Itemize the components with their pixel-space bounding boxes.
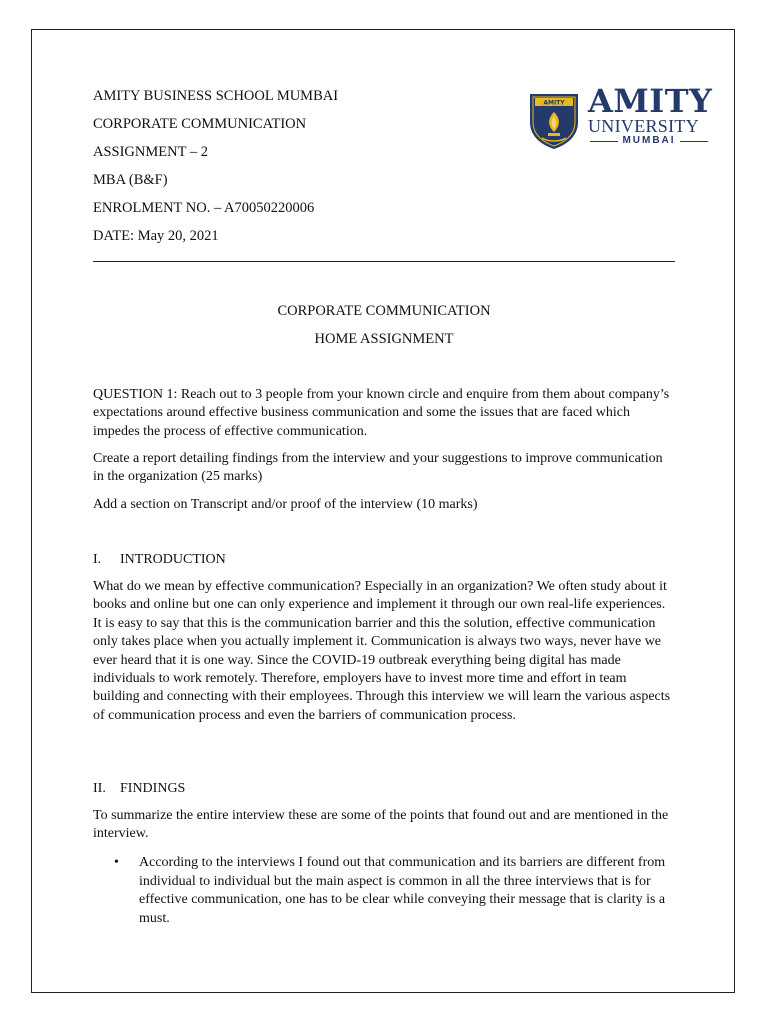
program-name: MBA (B&F) [93, 172, 168, 188]
section-number: I. [93, 552, 102, 567]
findings-body: To summarize the entire interview these are some of the points that found out and are mentioned in the interview. [93, 808, 669, 842]
emblem-label: AMITY [543, 99, 565, 107]
logo-name-line3: MUMBAI [622, 135, 676, 146]
findings-heading [93, 780, 185, 798]
introduction-body: What do we mean by effective communication? Especially in an organization? We often study about it books and online but one can only experience and implement it through our own real-life experiences. It is easy to say that this is the communication barrier and this the solution, effective communication only takes place when you actually implement it. Communication is always two ways, never have we ever heard that it is one way. Since the COVID-19 outbreak everything being digital has made individuals to work remotely. Therefore, employers have to invest more time and effort in team building and connecting with their employees. Through this interview we will learn the various aspects of communication process and even the barriers of communication process. [93, 579, 671, 723]
list-item: According to the interviews I found out that communication and its barriers are different from individual to individual but the main aspect is common in all the three interviews that is for effective communication, one has to be clear while conveying their message that is clarity is a must. [139, 855, 666, 927]
bullet-icon: • [114, 855, 119, 870]
task-text: Create a report detailing findings from the interview and your suggestions to improve communication in the organization (25 marks) [93, 451, 663, 485]
logo-name-line1: AMITY [588, 82, 713, 120]
section-number: II. [93, 781, 106, 796]
assignment-number: ASSIGNMENT – 2 [93, 144, 208, 160]
submission-date: DATE: May 20, 2021 [93, 228, 219, 244]
document-title: CORPORATE COMMUNICATION [277, 303, 491, 319]
school-name: AMITY BUSINESS SCHOOL MUMBAI [93, 88, 339, 104]
logo-name-line2: UNIVERSITY [588, 116, 699, 136]
header-divider [93, 261, 675, 262]
section-title: INTRODUCTION [120, 552, 226, 567]
course-name: CORPORATE COMMUNICATION [93, 116, 307, 132]
document-subtitle: HOME ASSIGNMENT [314, 331, 454, 347]
question-text: QUESTION 1: Reach out to 3 people from your known circle and enquire from them about company’s expectations around effective business communication and some the issues that are faced which impedes the process of effective communication. [93, 387, 670, 439]
addition-text: Add a section on Transcript and/or proof of the interview (10 marks) [93, 497, 478, 512]
amity-shield-icon [528, 92, 580, 150]
logo-divider-right [680, 141, 708, 142]
enrolment-number: ENROLMENT NO. – A70050220006 [93, 200, 315, 216]
introduction-heading [93, 551, 226, 569]
section-title: FINDINGS [120, 781, 186, 796]
amity-university-logo [528, 82, 713, 152]
